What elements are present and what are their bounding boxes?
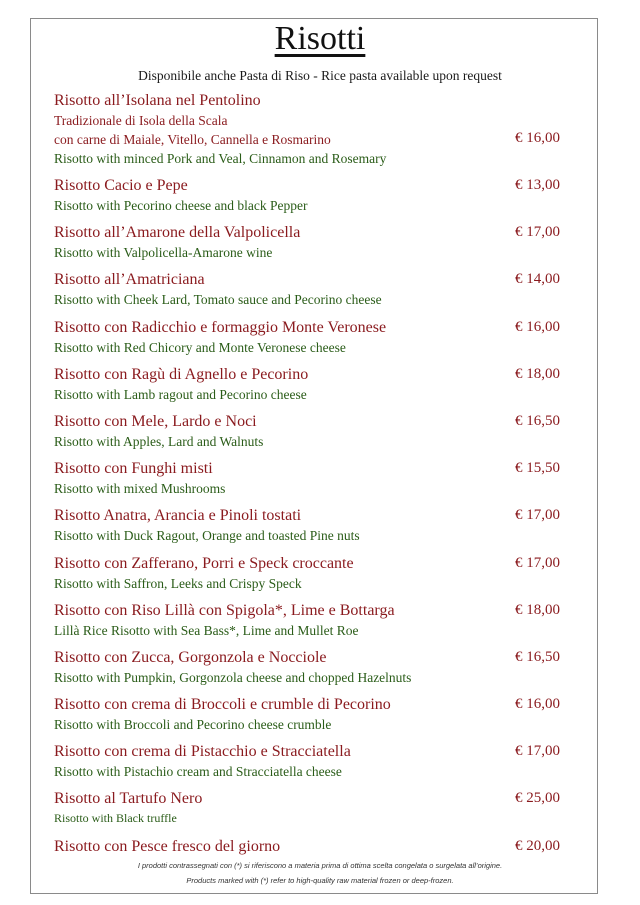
- item-name: Risotto con Ragù di Agnello e Pecorino: [54, 365, 309, 383]
- item-description: Risotto with Broccoli and Pecorino cheese crumble: [54, 717, 332, 733]
- item-name: Risotto all’Amatriciana: [54, 271, 205, 289]
- item-name: Risotto con Zucca, Gorgonzola e Nocciole: [54, 648, 327, 666]
- menu-item: [54, 223, 560, 270]
- menu-item: [54, 648, 560, 695]
- item-price: € 18,00: [515, 365, 560, 382]
- item-name: Risotto con Riso Lillà con Spigola*, Lime e Bottarga: [54, 601, 395, 619]
- item-price: € 16,50: [515, 412, 560, 429]
- item-price: € 16,00: [515, 130, 560, 146]
- menu-item: [54, 506, 560, 553]
- item-ingredients: con carne di Maiale, Vitello, Cannella e Rosmarino: [54, 132, 331, 147]
- menu-item: [54, 554, 560, 601]
- item-description: Risotto with minced Pork and Veal, Cinnamon and Rosemary: [54, 151, 387, 166]
- menu-item: [54, 601, 560, 648]
- page-subtitle: Disponibile anche Pasta di Riso - Rice pasta available upon request: [138, 68, 502, 83]
- item-note: Tradizionale di Isola della Scala: [54, 113, 228, 128]
- item-price: € 20,00: [515, 837, 560, 854]
- item-description: Risotto with Black truffle: [54, 811, 177, 826]
- item-price: € 16,00: [515, 696, 560, 713]
- item-price: € 13,00: [515, 177, 560, 193]
- footnote-italian: I prodotti contrassegnati con (*) si riferiscono a materia prima di ottima scelta congelata o surgelata all’origine.: [137, 861, 503, 870]
- item-description: Risotto with Red Chicory and Monte Veronese cheese: [54, 339, 346, 355]
- menu-item: [54, 695, 560, 742]
- item-price: € 17,00: [515, 554, 560, 571]
- item-name: Risotto Anatra, Arancia e Pinoli tostati: [54, 507, 302, 525]
- item-description: Lillà Rice Risotto with Sea Bass*, Lime and Mullet Roe: [54, 622, 359, 638]
- item-price: € 25,00: [515, 790, 560, 807]
- item-price: € 17,00: [515, 224, 560, 241]
- menu-item: [54, 789, 560, 836]
- menu-item: [54, 318, 560, 365]
- item-description: Risotto with Pistachio cream and Stracciatella cheese: [54, 764, 342, 780]
- menu-item: [54, 270, 560, 317]
- item-name: Risotto con Funghi misti: [54, 460, 213, 478]
- item-name: Risotto al Tartufo Nero: [54, 790, 203, 808]
- item-name: Risotto con crema di Broccoli e crumble di Pecorino: [54, 696, 391, 714]
- menu-item: [54, 459, 560, 506]
- item-name: Risotto all’Isolana nel Pentolino: [54, 92, 261, 109]
- item-price: € 16,00: [515, 318, 560, 335]
- item-price: € 16,50: [515, 648, 560, 665]
- item-name: Risotto all’Amarone della Valpolicella: [54, 224, 301, 242]
- item-description: Risotto with Cheek Lard, Tomato sauce and Pecorino cheese: [54, 292, 382, 308]
- menu-item: [54, 742, 560, 789]
- item-description: Risotto with Lamb ragout and Pecorino cheese: [54, 386, 307, 402]
- item-name: Risotto con Zafferano, Porri e Speck croccante: [54, 554, 354, 572]
- menu-list: [54, 91, 560, 884]
- item-name: Risotto con crema di Pistacchio e Stracciatella: [54, 743, 351, 761]
- item-description: Risotto with Apples, Lard and Walnuts: [54, 433, 264, 449]
- item-price: € 17,00: [515, 743, 560, 760]
- footnote-english: Products marked with (*) refer to high-quality raw material frozen or deep-frozen.: [186, 876, 454, 885]
- item-description: Risotto with Saffron, Leeks and Crispy Speck: [54, 575, 302, 591]
- page-title: Risotti: [274, 20, 366, 57]
- item-name: Risotto con Pesce fresco del giorno: [54, 837, 281, 855]
- item-description: Risotto with Pumpkin, Gorgonzola cheese and chopped Hazelnuts: [54, 669, 412, 685]
- item-name: Risotto Cacio e Pepe: [54, 177, 188, 194]
- item-name: Risotto con Mele, Lardo e Noci: [54, 412, 257, 430]
- item-price: € 18,00: [515, 601, 560, 618]
- item-name: Risotto con Radicchio e formaggio Monte Veronese: [54, 318, 387, 336]
- item-price: € 14,00: [515, 271, 560, 288]
- menu-item: [54, 176, 560, 223]
- item-description: Risotto with Valpolicella-Amarone wine: [54, 245, 273, 261]
- item-price: € 15,50: [515, 460, 560, 477]
- menu-item: [54, 412, 560, 459]
- menu-item: [54, 365, 560, 412]
- menu-item: [54, 91, 560, 176]
- item-description: Risotto with Duck Ragout, Orange and toasted Pine nuts: [54, 528, 360, 544]
- item-description: Risotto with Pecorino cheese and black Pepper: [54, 198, 308, 213]
- item-description: Risotto with mixed Mushrooms: [54, 481, 226, 497]
- item-price: € 17,00: [515, 507, 560, 524]
